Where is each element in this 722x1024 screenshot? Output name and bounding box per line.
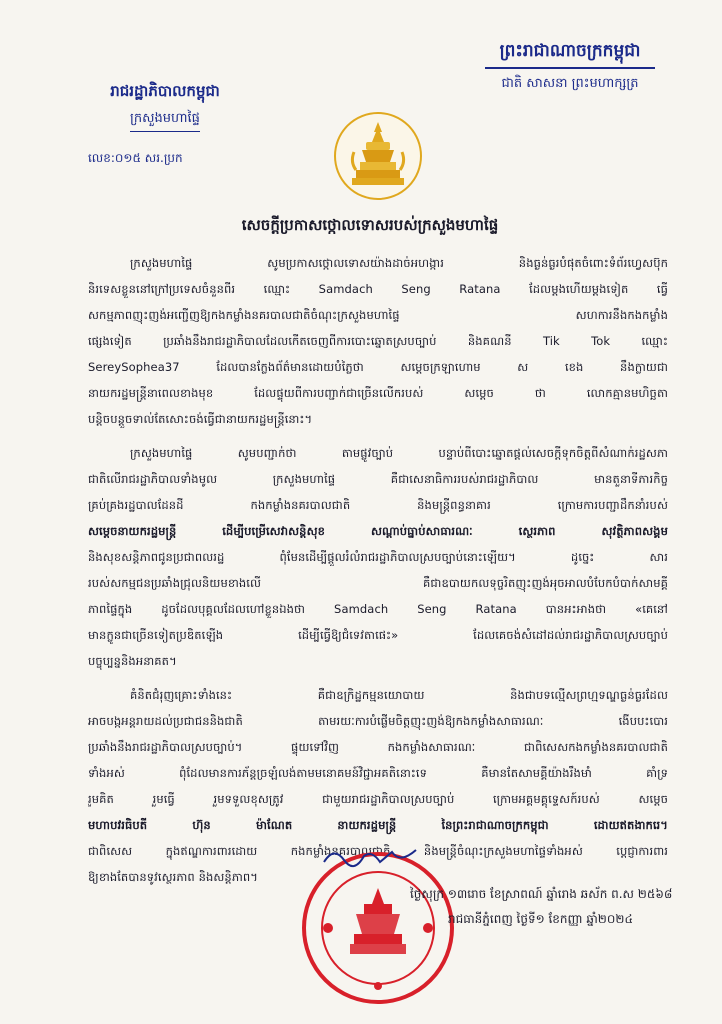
ministry-emblem-icon [332, 110, 424, 202]
text-line: ជាតិលើរាជរដ្ឋាភិបាលទាំងមូល ក្រសួងមហាផ្ទៃ គឺជាសេនាធិការរបស់រាជរដ្ឋាភិបាល មានតួនាទីភារកិច្ច [88, 472, 668, 486]
text-line: បន្តិចបន្តួចទាល់តែសោះចង់ធ្វើជានាយករដ្ឋមន្ត្រីនោះ។ [88, 412, 313, 426]
text-line: សកម្មភាពញុះញង់អញ្ជើញឱ្យកងកម្លាំងនគរបាលជាតិចំណុះក្រសួងមហាផ្ទៃ សហការនឹងកងកម្លាំង [88, 308, 668, 322]
text-line: ក្រសួងមហាផ្ទៃ សូមប្រកាសថ្កោលទោសយ៉ាងដាច់អហង្ការ និងធ្ងន់ធ្ងរបំផុតចំពោះទំព័រហ្វេសប៊ុក [130, 256, 668, 270]
text-line: មហាបវរធិបតី ហ៊ុន ម៉ាណែត នាយករដ្ឋមន្ត្រី នៃព្រះរាជាណាចក្រកម្ពុជា ដោយឥតងាករេ។ [88, 818, 668, 832]
text-line: និងសុខសន្តិភាពជូនប្រជាពលរដ្ឋ ពុំមែនដើម្បីផ្តួលរំលំរាជរដ្ឋាភិបាលស្របច្បាប់នោះឡើយ។ ដូច្នេះ សារ [88, 550, 668, 564]
paragraph [88, 250, 668, 432]
document-title: សេចក្តីប្រកាសថ្កោលទោសរបស់ក្រសួងមហាផ្ទៃ [241, 216, 499, 234]
text-line: រួមគិត រួមធ្វើ រួមទទួលខុសត្រូវ ជាមួយរាជរដ្ឋាភិបាលស្របច្បាប់ ក្រោមអគ្គមគ្គុទ្ទេសក៍របស់ សម្តេច [88, 792, 668, 806]
text-line: អាចបង្កអន្តរាយដល់ប្រជាជននិងជាតិ តាមរយៈការបំផ្លើមចិត្តញុះញង់ឱ្យកងកម្លាំងសាធារណៈ ងើបបះបោរ [88, 714, 668, 728]
date-lunar: ថ្ងៃសុក្រ ១៣រោច ខែស្រាពណ៍ ឆ្នាំរោង ឆស័ក ព.ស ២៥៦៨ [410, 887, 673, 901]
document-body [88, 250, 668, 898]
text-line: ក្រសួងមហាផ្ទៃ សូមបញ្ជាក់ថា តាមផ្លូវច្បាប់ បន្ទាប់ពីបោះឆ្នោតផ្តល់សេចក្តីទុកចិត្តពីសំណាក់រដ្ឋសភា [130, 446, 668, 460]
date-solar: រាជធានីភ្នំពេញ ថ្ងៃទី១ ខែកញ្ញា ឆ្នាំ២០២៤ [448, 912, 633, 926]
kingdom-name: ព្រះរាជាណាចក្រកម្ពុជា [499, 41, 641, 61]
reference-number: លេខ:០១៥ សរ.ប្រក [88, 151, 183, 165]
ministry-seal-icon [298, 848, 458, 1008]
kingdom-header [470, 40, 670, 94]
text-line: នាយករដ្ឋមន្ត្រីនាពេលខាងមុខ ដែលផ្ទុយពីការបញ្ជាក់ជាច្រើនលើករបស់ សម្តេច ថា លោកគ្មានមហិច្ឆតា [88, 386, 668, 400]
text-line: គំនិតជំរុញគ្រោះទាំងនេះ គឺជាឧក្រិដ្ឋកម្មនយោបាយ និងជាបទល្មើសព្រហ្មទណ្ឌធ្ងន់ធ្ងរដែល [130, 688, 668, 702]
paragraph [88, 440, 668, 674]
text-line: ភាពផ្ទៃក្នុង ដូចដែលបុគ្គលដែលហៅខ្លួនឯងថា Samdach Seng Ratana បានអះអាងថា «គេនៅ [88, 602, 668, 616]
text-line: ជាពិសេស ក្នុងឥណ្ឌការពារដោយ កងកម្លាំងនគរបាលជាតិ និងមន្ត្រីចំណុះក្រសួងមហាផ្ទៃទាំងអស់ ប្តេជ្ញាការពារ [88, 844, 668, 858]
text-line: ផ្សេងទៀត ប្រឆាំងនឹងរាជរដ្ឋាភិបាលដែលកើតចេញពីការបោះឆ្នោតស្របច្បាប់ និងគណនី Tik Tok ឈ្មោះ [88, 334, 668, 348]
text-line: គ្រប់គ្រងរដ្ឋបាលដែនដី កងកម្លាំងនគរបាលជាតិ និងមន្ត្រីពន្ធនាគារ ក្រោមការបញ្ជាដឹកនាំរបស់ [88, 498, 668, 512]
government-name: រាជរដ្ឋាភិបាលកម្ពុជា [110, 82, 220, 100]
ministry-header [80, 82, 250, 132]
kingdom-motto: ជាតិ សាសនា ព្រះមហាក្សត្រ [501, 76, 639, 91]
text-line: និរទេសខ្លួននៅក្រៅប្រទេសចំនួនពីរ ឈ្មោះ Samdach Seng Ratana ដែលម្តងហើយម្តងទៀត ធ្វើ [88, 282, 668, 296]
text-line: ឱ្យខាងតែបានទូវស្ថេរភាព និងសន្តិភាព។ [88, 870, 258, 884]
text-line: របស់សកម្មជនប្រឆាំងជ្រុលនិយមខាងលើ គឺជាឧបាយកលទុច្ចរិតញុះញង់អុចអាលបំបែកបំបាក់សាមគ្គី [88, 576, 668, 590]
text-line: ទាំងអស់ ពុំដែលមានការភ័ន្តច្រឡំលង់តាមមនោគមន៍វិជ្ជាអគតិនោះទេ គឺមានតែសាមគ្គីយ៉ាងរឹងមាំ គាំទ្រ [88, 766, 668, 780]
ministry-name: ក្រសួងមហាផ្ទៃ [130, 110, 200, 132]
text-line: សម្តេចនាយករដ្ឋមន្ត្រី ដើម្បីបម្រើសេវាសន្តិសុខ សណ្តាប់ធ្នាប់សាធារណៈ ស្ថេរភាព សុវត្ថិភាពសង្គម [88, 524, 668, 538]
text-line: បច្ចុប្បន្ននិងអនាគត។ [88, 654, 177, 668]
text-line: SereySophea37 ដែលបានក្លែងព័ត៌មានដោយបំភ្លៃថា សម្តេចក្រឡាហោម ស ខេង នឹងក្លាយជា [88, 360, 668, 374]
signature-icon [320, 842, 420, 870]
kingdom-underline [485, 67, 655, 69]
text-line: ប្រឆាំងនឹងរាជរដ្ឋាភិបាលស្របច្បាប់។ ផ្ទុយទៅវិញ កងកម្លាំងសាធារណៈ ជាពិសេសកងកម្លាំងនគរបាលជាតិ [88, 740, 668, 754]
text-line: មានក្លូនជាច្រើនទៀតប្រឌិតឡើង ដើម្បីធ្វើឱ្យជំទេវតាផេះ» ដែលគេចង់សំដៅដល់រាជរដ្ឋាភិបាលស្របច្បាប់ [88, 628, 668, 642]
